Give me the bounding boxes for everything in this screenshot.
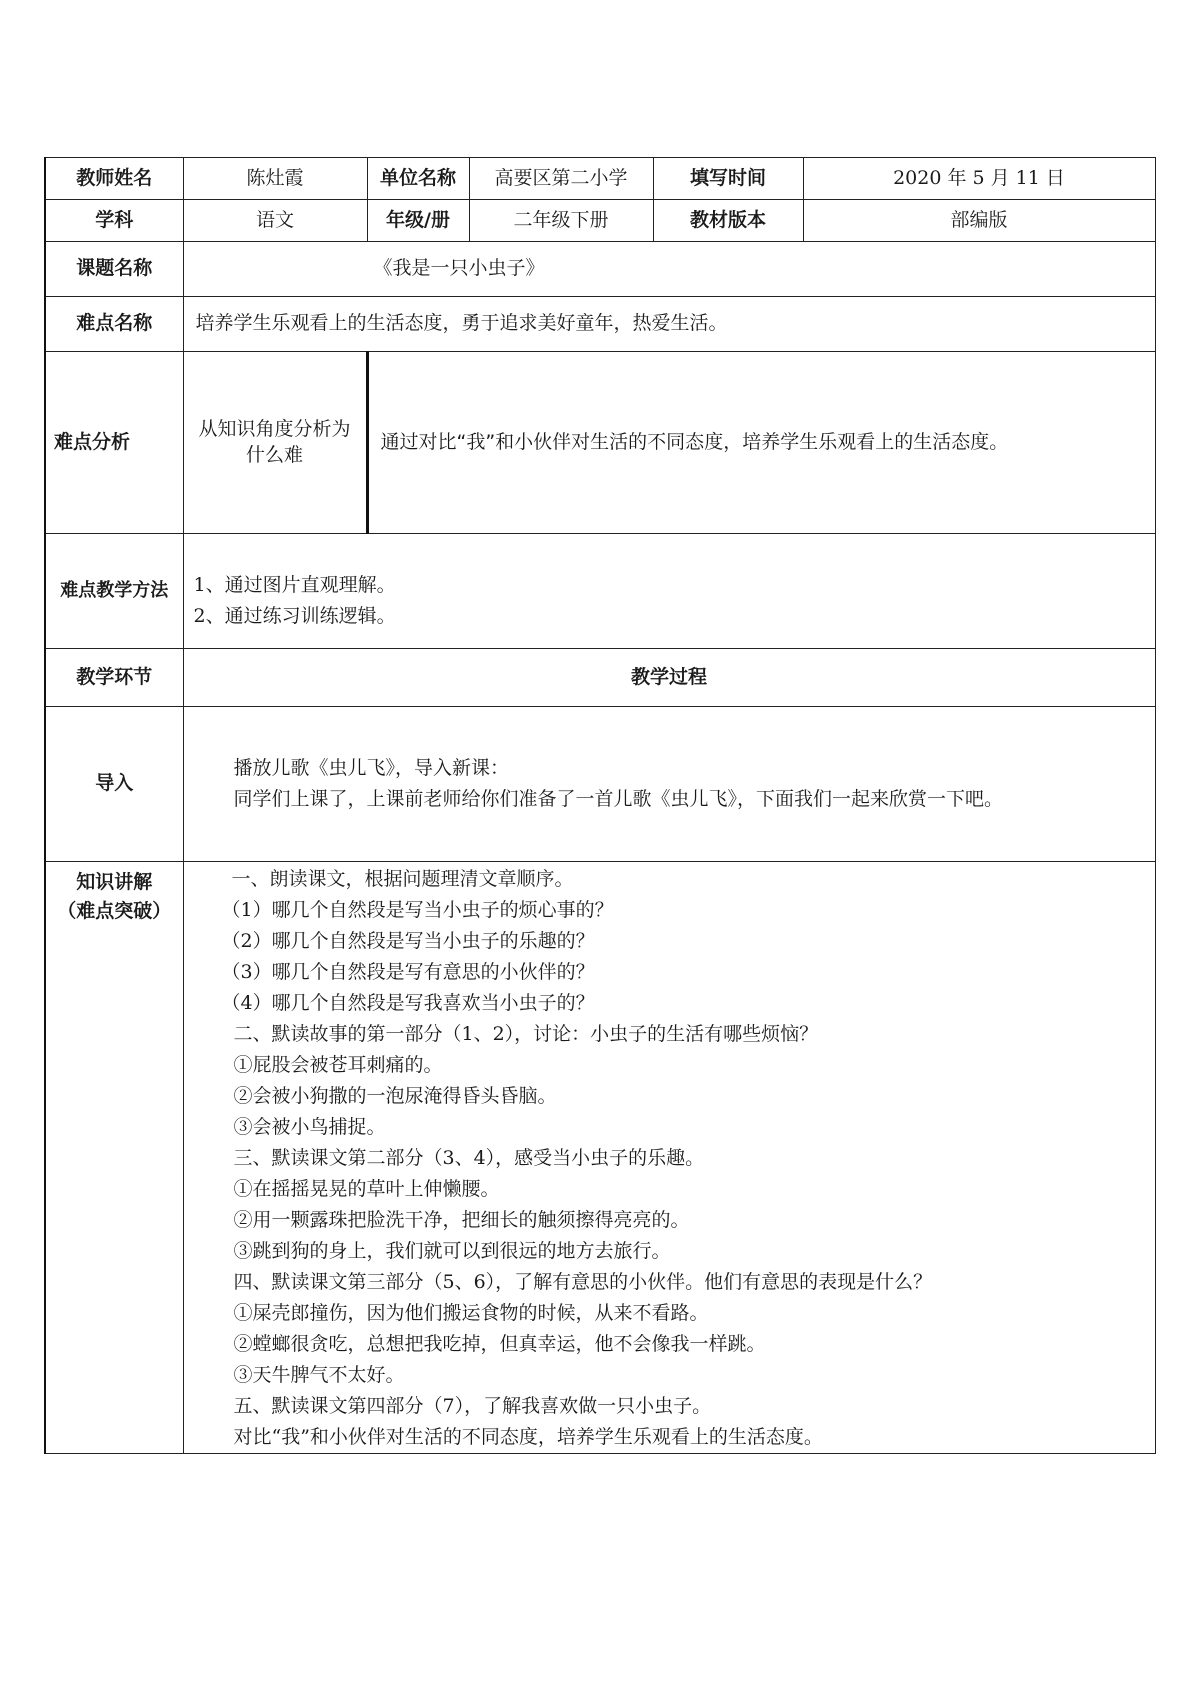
topic-row: [45, 242, 1155, 297]
knowledge-line: 二、默读故事的第一部分（1、2），讨论：小虫子的生活有哪些烦恼？: [233, 1023, 819, 1045]
knowledge-line: ②会被小狗撒的一泡尿淹得昏头昏脑。: [233, 1085, 557, 1107]
knowledge-line: （1）哪几个自然段是写当小虫子的烦心事的？: [221, 899, 614, 921]
process-header-row: [45, 649, 1155, 707]
date-value: 2020 年 5 月 11 日: [803, 158, 1155, 200]
date-label: 填写时间: [653, 158, 803, 200]
subject-value: 语文: [183, 200, 367, 242]
topic-label: 课题名称: [45, 242, 183, 297]
difficulty-row: [45, 297, 1155, 352]
knowledge-line: （2）哪几个自然段是写当小虫子的乐趣的？: [221, 930, 595, 952]
intro-label: 导入: [45, 707, 183, 862]
unit-name: 高要区第二小学: [469, 158, 653, 200]
knowledge-label-line-2: （难点突破）: [57, 900, 172, 922]
knowledge-line: ②螳螂很贪吃，总想把我吃掉，但真幸运，他不会像我一样跳。: [233, 1333, 766, 1355]
teacher-name: 陈灶霞: [183, 158, 367, 200]
difficulty-label: 难点名称: [45, 297, 183, 352]
edition-label: 教材版本: [653, 200, 803, 242]
analysis-value: 通过对比“我”和小伙伴对生活的不同态度，培养学生乐观看上的生活态度。: [367, 352, 1155, 534]
knowledge-line: ③跳到狗的身上，我们就可以到很远的地方去旅行。: [233, 1240, 671, 1262]
knowledge-line: 四、默读课文第三部分（5、6），了解有意思的小伙伴。他们有意思的表现是什么？: [233, 1271, 933, 1293]
knowledge-label-line-1: 知识讲解: [76, 871, 153, 893]
knowledge-line: （3）哪几个自然段是写有意思的小伙伴的？: [221, 961, 595, 983]
method-item: 1、通过图片直观理解。: [193, 574, 396, 596]
intro-line: 同学们上课了，上课前老师给你们准备了一首儿歌《虫儿飞》，下面我们一起来欣赏一下吧。: [233, 788, 1004, 810]
knowledge-line: ①在摇摇晃晃的草叶上伸懒腰。: [233, 1178, 500, 1200]
knowledge-line: ①屎壳郎撞伤，因为他们搬运食物的时候，从来不看路。: [233, 1302, 709, 1324]
method-item: 2、通过练习训练逻辑。: [193, 605, 396, 627]
method-list: [183, 534, 1155, 649]
knowledge-line: ③天牛脾气不太好。: [233, 1364, 405, 1386]
stage-header: 教学环节: [45, 649, 183, 707]
analysis-sub-label: 从知识角度分析为什么难: [183, 352, 367, 534]
knowledge-content: [183, 862, 1155, 1454]
lesson-plan-sheet: [44, 157, 1154, 1454]
subject-label: 学科: [45, 200, 183, 242]
analysis-label: 难点分析: [45, 352, 183, 534]
knowledge-line: ③会被小鸟捕捉。: [233, 1116, 386, 1138]
unit-label: 单位名称: [367, 158, 469, 200]
knowledge-line: 对比“我”和小伙伴对生活的不同态度，培养学生乐观看上的生活态度。: [233, 1426, 823, 1448]
method-label: 难点教学方法: [45, 534, 183, 649]
knowledge-row: [45, 862, 1155, 1454]
knowledge-line: （4）哪几个自然段是写我喜欢当小虫子的？: [221, 992, 595, 1014]
knowledge-line: 三、默读课文第二部分（3、4），感受当小虫子的乐趣。: [233, 1147, 705, 1169]
knowledge-line: ①屁股会被苍耳刺痛的。: [233, 1054, 443, 1076]
knowledge-label: [45, 862, 183, 1454]
knowledge-line: 五、默读课文第四部分（7），了解我喜欢做一只小虫子。: [233, 1395, 712, 1417]
grade-label: 年级/册: [367, 200, 469, 242]
lesson-plan-table: [44, 157, 1156, 1454]
intro-content: [183, 707, 1155, 862]
edition-value: 部编版: [803, 200, 1155, 242]
grade-value: 二年级下册: [469, 200, 653, 242]
header-row-2: [45, 200, 1155, 242]
knowledge-line: ②用一颗露珠把脸洗干净，把细长的触须擦得亮亮的。: [233, 1209, 690, 1231]
process-header: 教学过程: [183, 649, 1155, 707]
method-row: [45, 534, 1155, 649]
topic-value: 《我是一只小虫子》: [183, 242, 1155, 297]
teacher-label: 教师姓名: [45, 158, 183, 200]
intro-line: 播放儿歌《虫儿飞》，导入新课：: [233, 757, 510, 779]
intro-row: [45, 707, 1155, 862]
header-row-1: [45, 158, 1155, 200]
analysis-row: [45, 352, 1155, 534]
difficulty-value: 培养学生乐观看上的生活态度，勇于追求美好童年，热爱生活。: [183, 297, 1155, 352]
knowledge-line: 一、朗读课文，根据问题理清文章顺序。: [231, 868, 574, 890]
